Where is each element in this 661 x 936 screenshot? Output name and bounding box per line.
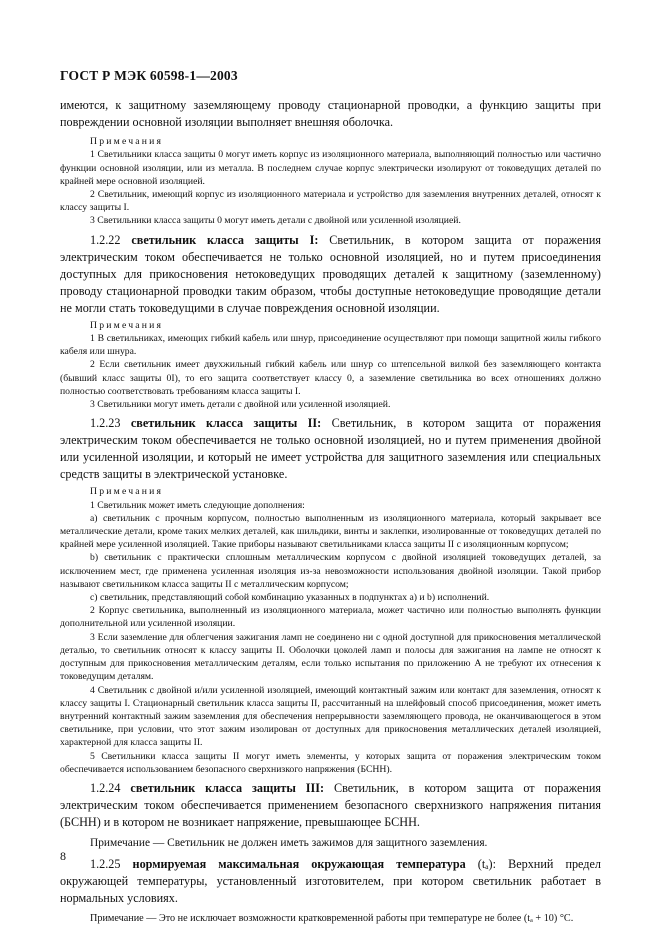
document-body	[60, 97, 601, 926]
defined-term: светильник класса защиты III:	[130, 780, 325, 795]
note-item: 2 Светильник, имеющий корпус из изоляционного материала и устройство для заземления внутренних деталей, относят к классу защиты I.	[60, 189, 601, 214]
note-item: а) светильник с прочным корпусом, полностью выполненным из изоляционного материала, который закрывает все металлические детали, кроме таких мелких деталей, как шильдики, винты и заклепки, изолированные от токоведущих деталей по крайней мере усиленной изоляцией. Такие приборы называют светильниками класса защиты II с изоляционным корпусом;	[60, 512, 601, 551]
page-header-standard-code: ГОСТ Р МЭК 60598-1—2003	[60, 68, 238, 83]
paragraph-continuation: имеются, к защитному заземляющему проводу стационарной проводки, а функцию защиты при повреждении основной изоляции выполняет внешняя оболочка.	[60, 98, 601, 129]
clause-number: 1.2.22	[90, 232, 121, 247]
note-item: 1 Светильник может иметь следующие дополнения:	[90, 499, 305, 511]
note-item: 1 Светильники класса защиты 0 могут иметь корпус из изоляционного материала, выполняющий полностью или частично функции основной изоляции, или из металла. В последнем случае корпус электрически изолируют от токоведущих деталей по крайней мере основной изоляцией.	[60, 149, 601, 187]
term-symbol: (tₐ):	[477, 856, 496, 871]
note-item: b) светильник с практически сплошным металлическим корпусом с двойной изоляцией токоведущих деталей, за исключением мест, где применена усиленная изоляция из-за невозможности использования двойной изоляции. Такой прибор называют светильником класса защиты II с металлическим корпусом;	[60, 552, 601, 590]
definition-1-2-22	[60, 232, 601, 317]
defined-term: светильник класса защиты I:	[131, 232, 319, 247]
defined-term: нормируемая максимальная окружающая температура	[132, 856, 466, 871]
notes-heading: Примечания	[90, 136, 164, 147]
definition-note: Примечание — Это не исключает возможности кратковременной работы при температуре не более (tₐ + 10) °С.	[90, 912, 574, 924]
note-item: 5 Светильники класса защиты II могут иметь элементы, у которых защита от поражения электрическим током обеспечивается использованием безопасного сверхнизкого напряжения (БСНН).	[60, 750, 601, 775]
definition-1-2-23	[60, 415, 601, 483]
notes-heading: Примечания	[90, 319, 164, 331]
definition-text: Светильник, в котором защита от поражения электрическим током обеспечивается не только основной изоляцией, но и путем присоединения доступных для прикосновения нетоковедущих проводящих деталей к защитному (заземленному) проводу стационарной проводки таким образом, чтобы доступные нетоковедущие проводящие детали не могли стать токоведущими в случае повреждения основной изоляции.	[60, 232, 602, 315]
note-item: 3 Светильники могут иметь детали с двойной или усиленной изоляцией.	[90, 399, 391, 411]
note-item: 4 Светильник с двойной и/или усиленной изоляцией, имеющий контактный зажим или контакт для заземления, относят к классу защиты I. Стационарный светильник класса защиты II, рассчитанный на шлейфовый способ присоединения, может иметь внутренний контактный зажим заземления для обеспечения непрерывности заземляющего провода, не оканчивающегося в этом светильнике, при условии, что этот зажим изолирован от доступных для прикосновения металлических деталей изоляцией, характерной для класса защиты II.	[60, 684, 601, 749]
note-item: 2 Если светильник имеет двухжильный гибкий кабель или шнур со штепсельной вилкой без заземляющего контакта (бывший класс защиты 0I), то его защита соответствует классу 0, а заземление светильника во всех отношениях должно полностью соответствовать требованиям класса защиты I.	[60, 359, 601, 397]
clause-number: 1.2.24	[90, 780, 121, 795]
note-item: 2 Корпус светильника, выполненный из изоляционного материала, может частично или полностью выполнять функции дополнительной или усиленной изоляции.	[60, 605, 601, 630]
definition-1-2-25	[60, 856, 601, 907]
defined-term: светильник класса защиты II:	[130, 416, 322, 431]
notes-heading: Примечания	[90, 486, 164, 498]
note-item: 3 Если заземление для облегчения зажигания ламп не соединено ни с одной доступной для прикосновения металлической деталью, то светильник относят к классу защиты II. Оболочки цоколей ламп и полосы для зажигания на лампе не относят к доступным для прикосновения металлическим деталям, если только испытания по приложению А не требуют их отнесения к токоведущим деталям.	[60, 631, 601, 683]
definition-text: Светильник, в котором защита от поражения электрическим током обеспечивается применением безопасного сверхнизкого напряжения питания (БСНН) и в котором не возникает напряжение, превышающее БСНН.	[60, 780, 601, 829]
clause-number: 1.2.25	[90, 856, 121, 871]
clause-number: 1.2.23	[90, 416, 121, 431]
definition-note: Примечание — Светильник не должен иметь зажимов для защитного заземления.	[90, 836, 488, 849]
definition-text: Светильник, в котором защита от поражения электрическим током обеспечивается не только основной изоляцией, но и путем применения двойной или усиленной изоляции, и который не имеет устройства для защитного заземления или специальных средств защиты в электрической установке.	[60, 416, 601, 482]
definition-text: Верхний предел окружающей температуры, установленный изготовителем, при котором светильник работает в нормальных условиях.	[60, 856, 602, 905]
note-item: с) светильник, представляющий собой комбинацию указанных в подпунктах а) и b) исполнений.	[90, 592, 490, 604]
page-number: 8	[60, 849, 66, 863]
definition-1-2-24	[60, 780, 601, 831]
note-item: 3 Светильники класса защиты 0 могут иметь детали с двойной или усиленной изоляцией.	[90, 215, 461, 227]
note-item: 1 В светильниках, имеющих гибкий кабель или шнур, присоединение осуществляют при помощи защитной жилы гибкого кабеля или шнура.	[60, 333, 601, 358]
